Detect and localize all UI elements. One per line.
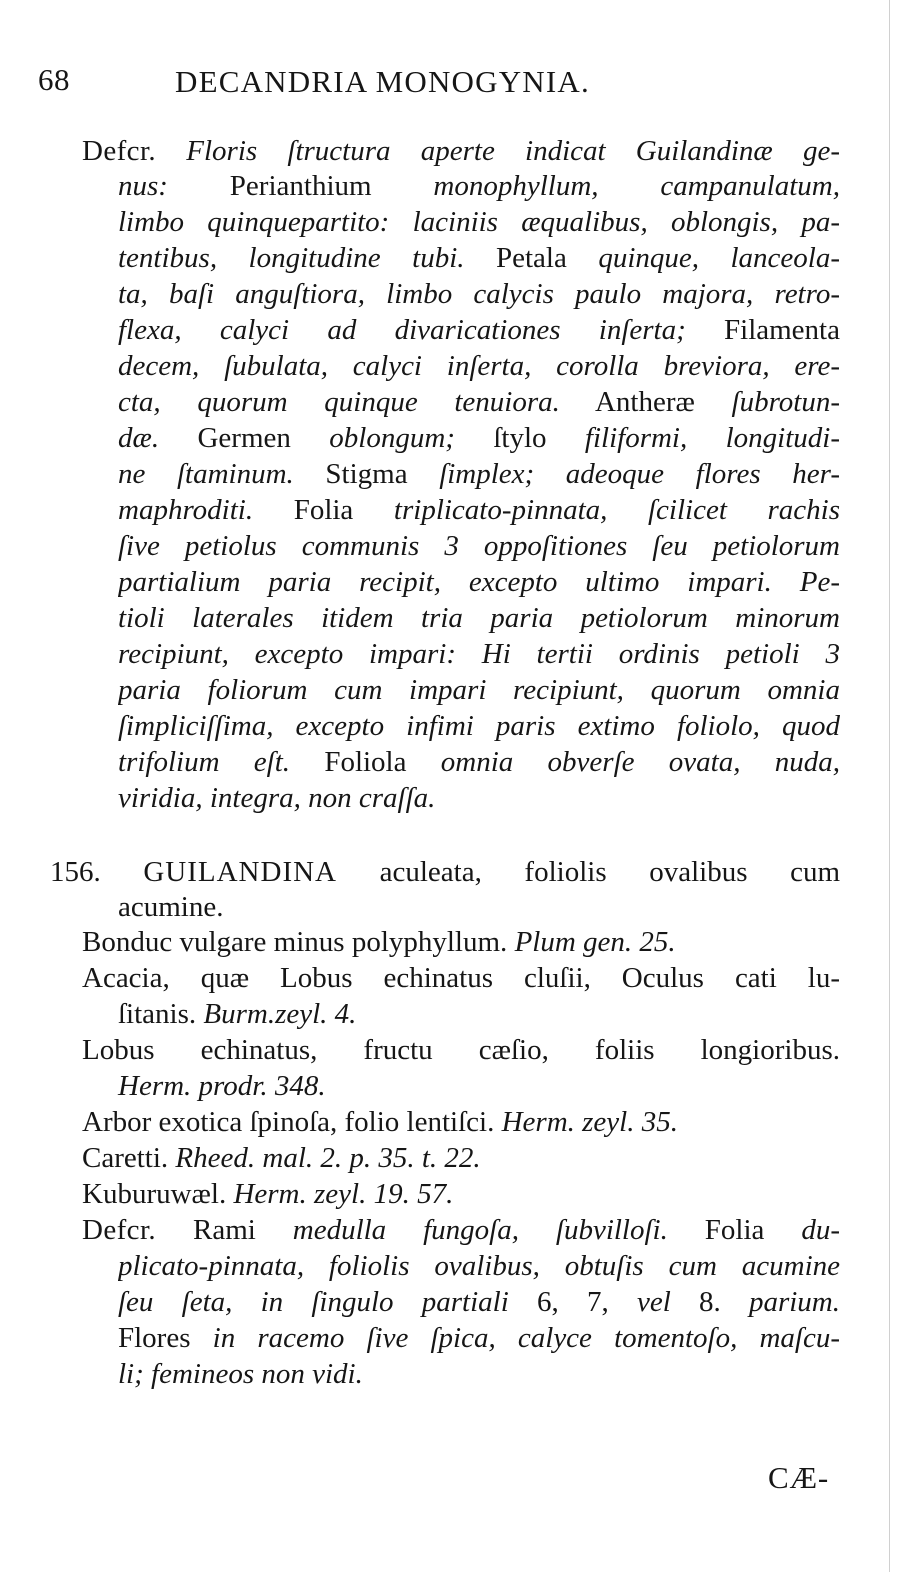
- page-header: [38, 60, 818, 110]
- description-line-4: [118, 240, 840, 276]
- description-fragment: ſimplex; adeoque flores her-: [439, 458, 840, 490]
- description-fragment: dæ.: [118, 422, 160, 454]
- description-fragment: ne ſtaminum.: [118, 458, 294, 490]
- description-fragment: Perianthium: [229, 170, 372, 202]
- description-line-3: [118, 204, 840, 240]
- synonym-text: Acacia, quæ Lobus echinatus cluſii, Oculus cati lu-: [82, 962, 840, 994]
- description-line-12: [118, 528, 840, 564]
- description-label: Defcr.: [82, 1214, 157, 1246]
- description-fragment: Stigma: [325, 458, 408, 490]
- synonym-continuation-line: [118, 1068, 326, 1104]
- description-fragment: monophyllum, campanulatum,: [433, 170, 840, 202]
- description-fragment: medulla fungoſa, ſubvilloſi.: [292, 1214, 668, 1246]
- description-fragment: ſubrotun-: [731, 386, 840, 418]
- description-text: ſive petiolus communis 3 oppoſitiones ſeu petiolorum: [118, 530, 840, 562]
- description-fragment: filiformi, longitudi-: [584, 422, 840, 454]
- species-heading-line-2: [118, 889, 223, 925]
- description-line-7: [118, 348, 840, 384]
- running-head: DECANDRIA MONOGYNIA.: [175, 64, 590, 99]
- description-text: limbo quinquepartito: laciniis æqualibus, oblongis, pa-: [118, 206, 840, 238]
- description-line-14: [118, 600, 840, 636]
- description-fragment: Filamenta: [724, 314, 840, 346]
- description-fragment: Folia: [704, 1214, 765, 1246]
- synonym-text: Arbor exotica ſpinoſa, folio lentiſci.: [82, 1106, 495, 1138]
- description-fragment: du-: [801, 1214, 840, 1246]
- description-fragment: Folia: [293, 494, 354, 526]
- description-text: decem, ſubulata, calyci inſerta, corolla breviora, ere-: [118, 350, 840, 382]
- synonym-continuation-line: [118, 996, 356, 1032]
- catchword: CÆ-: [768, 1460, 829, 1495]
- description-fragment: quinque, lanceola-: [598, 242, 840, 274]
- description-fragment: trifolium eſt.: [118, 746, 291, 778]
- description-line-19: [118, 780, 435, 816]
- description-fragment: Rami: [192, 1214, 256, 1246]
- synonym-text: ſitanis.: [118, 998, 197, 1030]
- description-fragment: 6, 7,: [537, 1286, 609, 1318]
- page-number: 68: [38, 62, 70, 97]
- description-fragment: oblongum;: [329, 422, 455, 454]
- description-fragment: tentibus, longitudine tubi.: [118, 242, 465, 274]
- synonym-line: [82, 1176, 453, 1212]
- description-fragment: Germen: [197, 422, 291, 454]
- synonym-reference: Burm.zeyl. 4.: [203, 998, 357, 1030]
- description-fragment: nus:: [118, 170, 168, 202]
- page-edge-line: [889, 0, 890, 1572]
- description-line-11: [118, 492, 840, 528]
- description-label: Defcr.: [82, 135, 157, 167]
- description-line-10: [118, 456, 840, 492]
- synonym-text: Caretti.: [82, 1142, 169, 1174]
- description-text: viridia, integra, non craſſa.: [118, 782, 436, 814]
- species-diagnosis: aculeata, foliolis ovalibus cum: [379, 856, 840, 888]
- synonym-text: Lobus echinatus, fructu cæſio, foliis longioribus.: [82, 1034, 840, 1066]
- species-diagnosis: acumine.: [118, 891, 224, 923]
- description-text: ta, baſi anguſtiora, limbo calycis paulo majora, retro-: [118, 278, 840, 310]
- description-line-6: [118, 312, 840, 348]
- description-fragment: omnia obverſe ovata, nuda,: [440, 746, 840, 778]
- synonym-reference: Herm. zeyl. 19. 57.: [233, 1178, 454, 1210]
- species-number: 156.: [50, 856, 101, 888]
- description-fragment: vel: [636, 1286, 671, 1318]
- synonym-text: Bonduc vulgare minus polyphyllum.: [82, 926, 508, 958]
- description-fragment: Antheræ: [594, 386, 695, 418]
- description-fragment: Petala: [495, 242, 567, 274]
- description-text: plicato-pinnata, foliolis ovalibus, obtuſis cum acumine: [118, 1250, 840, 1282]
- synonym-text: Kuburuwæl.: [82, 1178, 227, 1210]
- species-description-line-2: [118, 1248, 840, 1284]
- description-text: partialium paria recipit, excepto ultimo impari. Pe-: [118, 566, 840, 598]
- description-text: recipiunt, excepto impari: Hi tertii ordinis petioli 3: [118, 638, 840, 670]
- description-fragment: maphroditi.: [118, 494, 254, 526]
- species-heading-line-1: [50, 854, 840, 890]
- description-line-18: [118, 744, 840, 780]
- description-fragment: 8.: [698, 1286, 721, 1318]
- description-line-15: [118, 636, 840, 672]
- description-line-8: [118, 384, 840, 420]
- synonym-line: [82, 1032, 840, 1068]
- description-fragment: parium.: [748, 1286, 840, 1318]
- synonym-line: [82, 1104, 678, 1140]
- description-fragment: Flores: [118, 1322, 191, 1354]
- species-description-line-4: [118, 1320, 840, 1356]
- description-text: ſimpliciſſima, excepto infimi paris extimo foliolo, quod: [118, 710, 840, 742]
- synonym-line: [82, 1140, 481, 1176]
- description-fragment: in racemo ſive ſpica, calyce tomentoſo, maſcu-: [212, 1322, 840, 1354]
- description-line-13: [118, 564, 840, 600]
- description-fragment: cta, quorum quinque tenuiora.: [118, 386, 560, 418]
- description-line-17: [118, 708, 840, 744]
- description-fragment: ſtylo: [493, 422, 547, 454]
- description-fragment: Foliola: [324, 746, 407, 778]
- synonym-reference: Rheed. mal. 2. p. 35. t. 22.: [175, 1142, 481, 1174]
- synonym-line: [82, 924, 676, 960]
- description-fragment: ſeu ſeta, in ſingulo partiali: [118, 1286, 509, 1318]
- description-text: li; femineos non vidi.: [118, 1358, 363, 1390]
- synonym-reference: Herm. zeyl. 35.: [501, 1106, 678, 1138]
- synonym-reference: Plum gen. 25.: [514, 926, 676, 958]
- description-fragment: flexa, calyci ad divaricationes inſerta;: [118, 314, 686, 346]
- description-line-1: [82, 133, 840, 169]
- description-fragment: triplicato-pinnata, ſcilicet rachis: [393, 494, 840, 526]
- genus-name: GUILANDINA: [143, 856, 337, 888]
- species-description-line-5: [118, 1356, 363, 1392]
- description-line-2: [118, 168, 840, 204]
- description-line-16: [118, 672, 840, 708]
- description-text: paria foliorum cum impari recipiunt, quorum omnia: [118, 674, 840, 706]
- description-line-5: [118, 276, 840, 312]
- species-description-line-1: [82, 1212, 840, 1248]
- species-description-line-3: [118, 1284, 840, 1320]
- synonym-reference: Herm. prodr. 348.: [118, 1070, 326, 1102]
- description-text: Floris ſtructura aperte indicat Guilandinæ ge-: [186, 135, 840, 167]
- description-text: tioli laterales itidem tria paria petiolorum minorum: [118, 602, 840, 634]
- description-line-9: [118, 420, 840, 456]
- synonym-line: [82, 960, 840, 996]
